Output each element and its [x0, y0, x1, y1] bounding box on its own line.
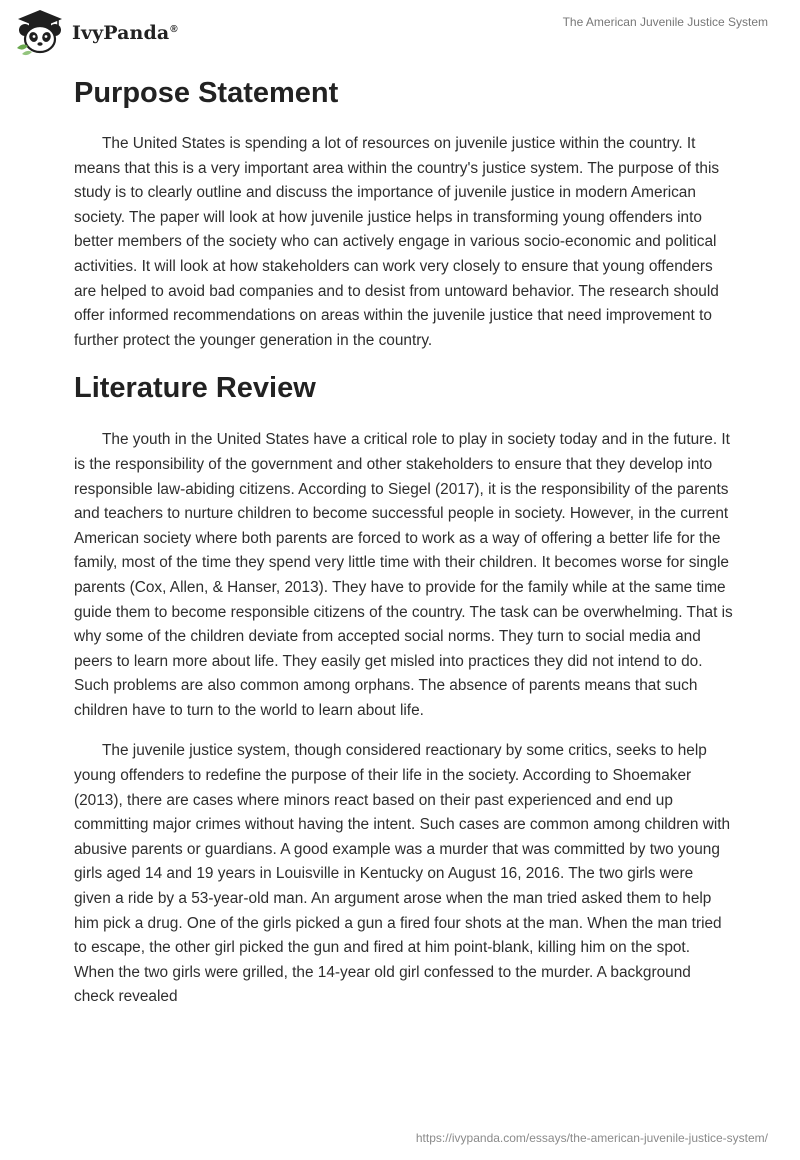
registered-mark: ®: [170, 23, 178, 35]
panda-graduate-icon: [14, 8, 66, 56]
document-title: The American Juvenile Justice System: [562, 15, 768, 29]
purpose-heading: Purpose Statement: [74, 77, 339, 109]
page-header: [0, 0, 800, 60]
literature-heading: Literature Review: [74, 372, 316, 405]
source-url[interactable]: https://ivypanda.com/essays/the-american-juvenile-justice-system/: [415, 1131, 768, 1145]
ivypanda-logo[interactable]: [14, 8, 178, 56]
literature-paragraph-1: The youth in the United States have a critical role to play in society today and in the future. It is the responsibility of the government and other stakeholders to ensure that they develop into responsible law-abiding citizens. According to Siegel (2017), it is the responsibility of the parents and teachers to nurture children to become successful people in society. However, in the current American society where both parents are forced to work as a way of offering a better life for the family, most of the time they spend very little time with their children. It becomes worse for single parents (Cox, Allen, & Hanser, 2013). They have to provide for the family while at the same time guide them to become responsible citizens of the country. The task can be overwhelming. That is why some of the children deviate from accepted social norms. They turn to social media and peers to learn more about life. They easily get misled into practices they did not intend to do. Such problems are also common among orphans. The absence of parents means that such children have to turn to the world to learn about life.: [74, 431, 733, 719]
purpose-paragraph: The United States is spending a lot of resources on juvenile justice within the country. It means that this is a very important area within the country's justice system. The purpose of this study is to clearly outline and discuss the importance of juvenile justice in modern American society. The paper will look at how juvenile justice helps in transforming young offenders into better members of the society who can actively engage in various socio-economic and political activities. It will look at how stakeholders can work very closely to ensure that young offenders are helped to avoid bad companies and to desist from untoward behavior. The research should offer informed recommendations on areas within the juvenile justice that need improvement to further protect the younger generation in the country.: [74, 135, 720, 349]
literature-paragraph-2: The juvenile justice system, though considered reactionary by some critics, seeks to help young offenders to redefine the purpose of their life in the society. According to Shoemaker (2013), there are cases where minors react based on their past experienced and end up committing major crimes without having the intent. Such cases are common among children with abusive parents or guardians. A good example was a murder that was committed by two young girls aged 14 and 19 years in Louisville in Kentucky on August 16, 2016. The two girls were given a ride by a 53-year-old man. An argument arose when the man tried asked them to help him pick a drug. One of the girls picked a gun a fired four shots at the man. When the man tried to escape, the other girl picked the gun and fired at him point-blank, killing him on the spot. When the two girls were grilled, the 14-year old girl confessed to the murder. A background check revealed: [74, 742, 731, 1006]
essay-content: [74, 70, 734, 1010]
brand-name: IvyPanda®: [72, 22, 178, 44]
